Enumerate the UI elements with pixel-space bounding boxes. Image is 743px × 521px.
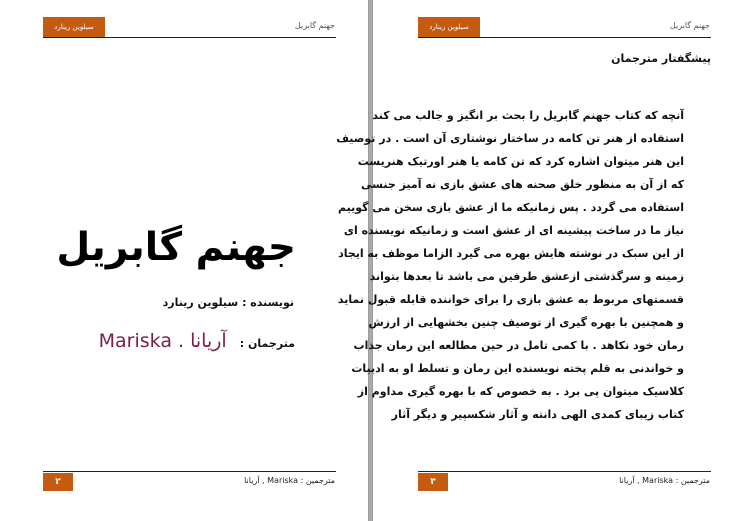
text-line: رمان خود نکاهد . با کمی تامل در حین مطالعه این رمان جذاب [353,339,684,352]
header-rule [43,37,336,38]
footer-rule [43,471,336,472]
translator-label: مترجمان : [239,337,295,350]
footer-rule [418,471,711,472]
book-title: جهنم گابریل [56,225,296,270]
author-line: نویسنده : سیلوین رینارد [162,296,294,309]
text-line: از این سبک در نوشته هایش بهره می گیرد الزاما موظف به ایجاد [338,247,684,260]
text-line: این هنر میتوان اشاره کرد که تن کامه یا هنر اورتیک هنریست [357,155,684,168]
header-rule [418,37,711,38]
preface-body [336,104,684,426]
text-line: استفاده از هنر تن کامه در ساختار نوشتاری آن است . در توصیف [336,132,684,145]
text-line: و همچنین با بهره گیری از توصیف چنین بخشهایی از ارزش [368,316,684,329]
header-title: جهنم گابریل [294,21,335,30]
text-line: استفاده می گردد . پس زمانیکه ما از عشق بازی سخن می گوییم [338,201,684,214]
text-line: قسمتهای مربوط به عشق بازی را برای خواننده قابله قبول نماید [337,293,684,306]
page-number: ۳ [418,473,448,491]
footer-text: مترجمین : Mariska , آریانا [244,476,335,485]
footer-text: مترجمین : Mariska , آریانا [619,476,710,485]
left-page [0,0,369,521]
translator-name: آریانا . Mariska [98,330,227,352]
text-line: نیاز ما در ساخت پیشینه ای از عشق است و زمانیکه نویسنده ای [343,224,684,237]
translator-line [40,330,295,352]
header-band: سیلوین رینارد [418,17,480,38]
text-line: زمینه و سرگذشتی ازعشق طرفین می باشد تا بعدها بتواند [369,270,684,283]
text-line: کلاسیک میتوان پی برد . به خصوص که با بهره گیری مداوم از [357,385,684,398]
right-page [336,0,743,521]
header-band: سیلوین رینارد [43,17,105,38]
header-title: جهنم گابریل [669,21,710,30]
text-line: کتاب زیبای کمدی الهی دانته و آثار شکسپیر و دیگر آثار [391,408,684,421]
page-number: ۲ [43,473,73,491]
preface-heading: پیشگفتار مترجمان [611,52,711,65]
text-line: که از آن به منظور خلق صحنه های عشق بازی نه آمیز جنسی [361,178,684,191]
text-line: و خواندنی به قلم پخته نویسنده این رمان و تسلط او به ادبیات [351,362,684,375]
text-line: آنچه که کتاب جهنم گابریل را بحث بر انگیز و جالب می کند [372,109,684,122]
